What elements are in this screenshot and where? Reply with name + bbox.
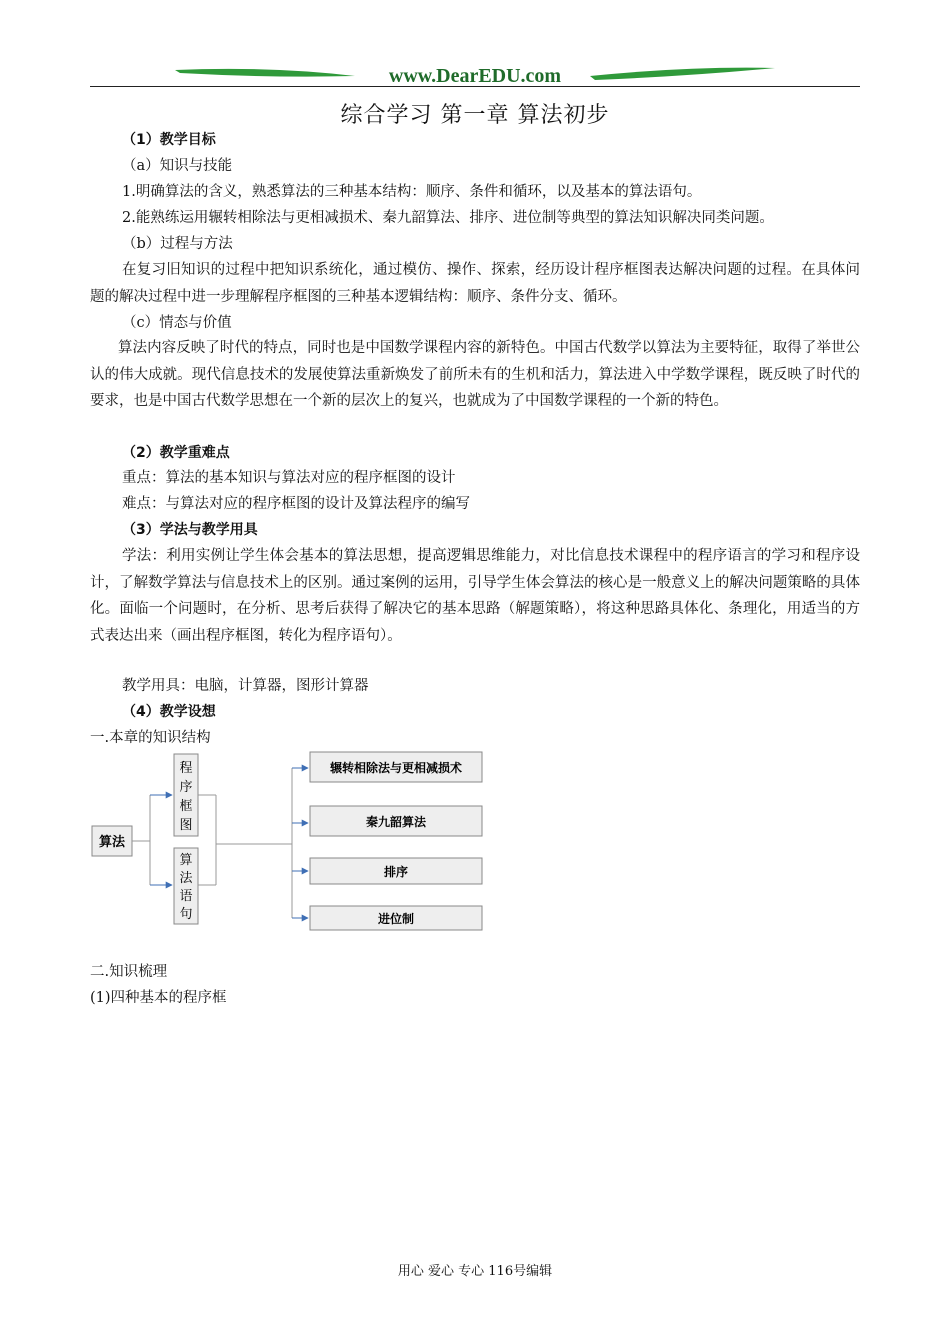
diagram-branch-bottom-char: 句 (179, 907, 193, 922)
section-1-heading: （1）教学目标 (122, 132, 216, 148)
logo-swoosh-left (175, 69, 355, 77)
header-logo (170, 64, 780, 88)
part-2-heading: 二.知识梳理 (90, 964, 168, 980)
section-1a-heading: （a）知识与技能 (122, 158, 233, 174)
part-1-heading: 一.本章的知识结构 (90, 730, 211, 746)
section-1a-item-1: 1.明确算法的含义，熟悉算法的三种基本结构：顺序、条件和循环，以及基本的算法语句。 (122, 184, 702, 200)
section-1b-paragraph: 在复习旧知识的过程中把知识系统化，通过模仿、操作、探索，经历设计程序框图表达解决问题的过程。在具体问题的解决过程中进一步理解程序框图的三种基本逻辑结构：顺序、条件分支、循环。 (90, 262, 860, 305)
header-rule (90, 86, 860, 87)
logo-text: www.DearEDU.com (388, 65, 562, 87)
diagram-branch-top-char: 序 (179, 780, 193, 795)
section-3-tools: 教学用具：电脑，计算器，图形计算器 (122, 678, 369, 694)
diagram-branch-top-char: 程 (179, 761, 193, 776)
knowledge-structure-diagram (90, 748, 490, 938)
page-footer: 用心 爱心 专心 116号编辑 (397, 1264, 553, 1279)
diagram-branch-bottom-char: 算 (179, 853, 193, 868)
page-title: 综合学习 第一章 算法初步 (340, 103, 610, 128)
diagram-branch-top-char: 图 (179, 818, 193, 833)
section-2-key-point: 重点：算法的基本知识与算法对应的程序框图的设计 (122, 470, 456, 486)
part-2-item-1: (1)四种基本的程序框 (90, 990, 227, 1006)
diagram-branch-bottom-char: 语 (179, 889, 193, 904)
diagram-leaf-2-label: 秦九韶算法 (365, 815, 427, 829)
logo-swoosh-right (590, 68, 775, 80)
section-2-heading: （2）教学重难点 (122, 445, 230, 461)
section-3-paragraph: 学法：利用实例让学生体会基本的算法思想，提高逻辑思维能力，对比信息技术课程中的程序语言的学习和程序设计，了解数学算法与信息技术上的区别。通过案例的运用，引导学生体会算法的核心是一般意义上的解决问题策略的具体化。面临一个问题时，在分析、思考后获得了解决它的基本思路（解题策略），将这种思路具体化、条理化，用适当的方式表达出来（画出程序框图，转化为程序语句）。 (90, 548, 860, 644)
diagram-branch-top-char: 框 (179, 799, 193, 814)
diagram-root-label: 算法 (98, 835, 126, 850)
section-1c-paragraph: 算法内容反映了时代的特点，同时也是中国数学课程内容的新特色。中国古代数学以算法为主要特征，取得了举世公认的伟大成就。现代信息技术的发展使算法重新焕发了前所未有的生机和活力，算法进入中学数学课程，既反映了时代的要求，也是中国古代数学思想在一个新的层次上的复兴，也就成为了中国数学课程的一个新的特色。 (90, 340, 860, 409)
section-1c-heading: （c）情态与价值 (122, 315, 232, 331)
diagram-leaf-1-label: 辗转相除法与更相减损术 (329, 761, 463, 775)
section-2-difficulty: 难点：与算法对应的程序框图的设计及算法程序的编写 (122, 496, 470, 512)
section-3-heading: （3）学法与教学用具 (122, 522, 258, 538)
section-1b-heading: （b）过程与方法 (122, 236, 233, 252)
diagram-leaf-3-label: 排序 (383, 865, 409, 879)
section-1a-item-2: 2.能熟练运用辗转相除法与更相减损术、秦九韶算法、排序、进位制等典型的算法知识解决同类问题。 (122, 210, 774, 226)
diagram-branch-bottom-char: 法 (179, 871, 193, 886)
section-4-heading: （4）教学设想 (122, 704, 216, 720)
diagram-leaf-4-label: 进位制 (377, 912, 415, 926)
